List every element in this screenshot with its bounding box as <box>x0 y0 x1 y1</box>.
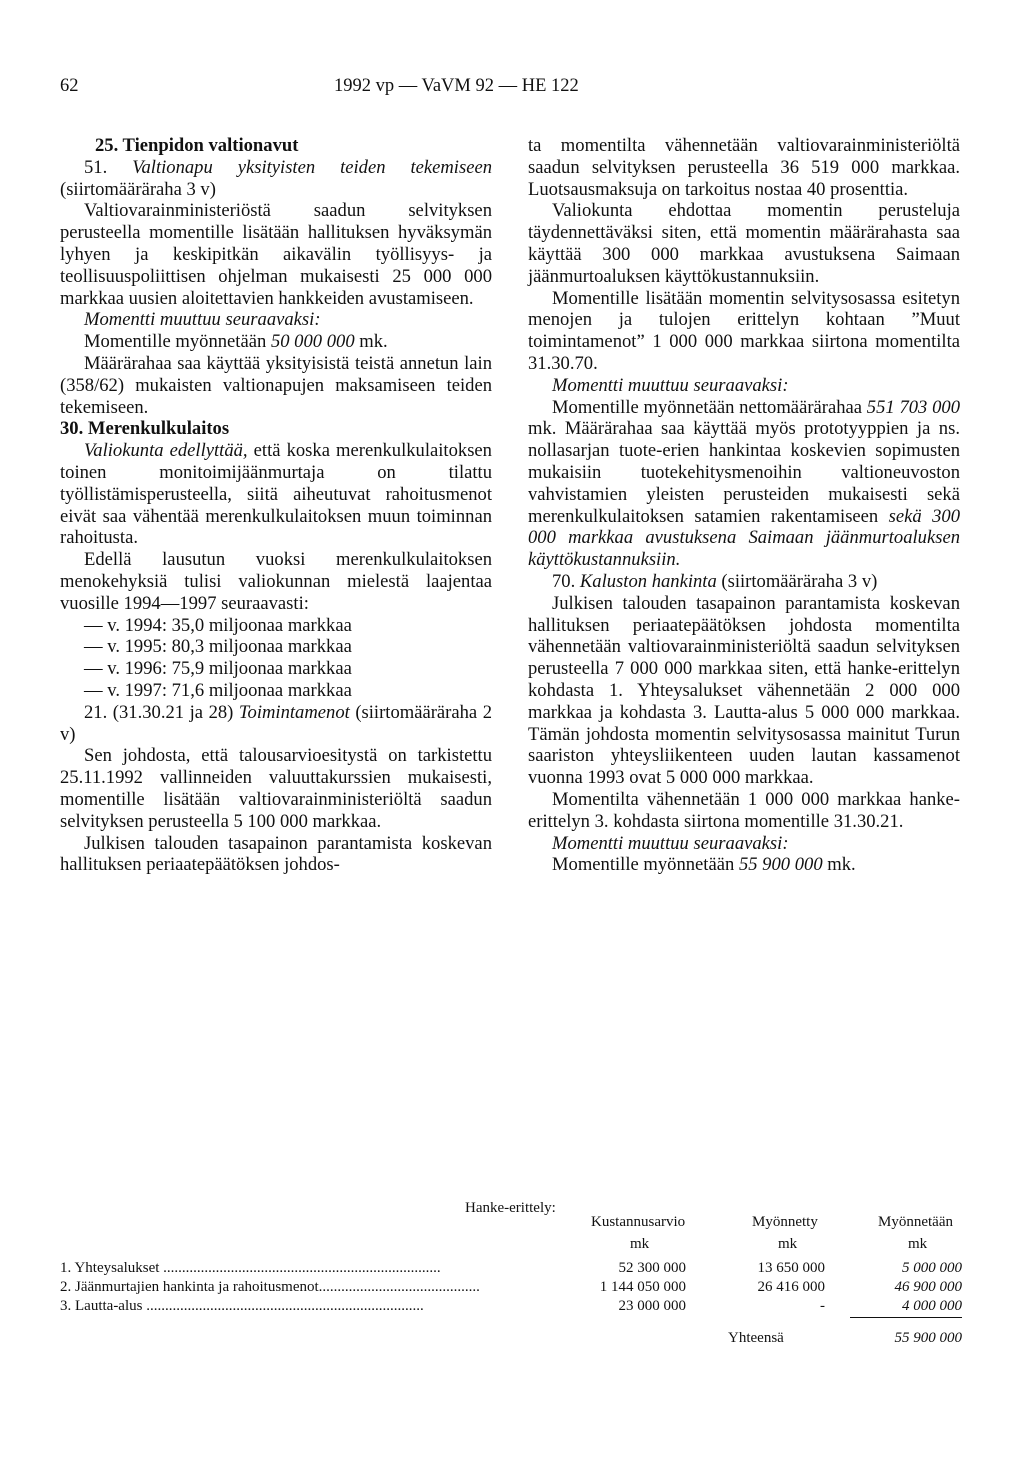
right-column <box>528 135 960 876</box>
table-row-label: 2. Jäänmurtajien hankinta ja rahoitusmenot........................................... <box>60 1279 480 1295</box>
myonnetaan-51-amount: 50 000 000 <box>270 331 355 353</box>
valiokunta-text: että koska merenkulkulaitoksen toinen monitoimijäänmurtaja on tilattu työllistämisperusteella, siitä aiheutuvat rahoitusmenot eivät saa vähentää merenkulkulaitoksen muun toiminnan rahoitusta. <box>60 440 492 549</box>
total-value: 55 900 000 <box>894 1330 962 1346</box>
table-cell-kustannusarvio: 52 300 000 <box>618 1260 686 1276</box>
item-51-body: Valtiovarainministeriöstä saadun selvityksen perusteella momentille lisätään hallituksen hyväksymän lyhyen ja keskipitkän aikavälin työllisyys- ja teollisuuspoliittisen ohjelman mukaisesti 25 000 000 markkaa uusien aloitettavien hankkeiden avustamiseen. <box>60 200 492 309</box>
running-head: 1992 vp — VaVM 92 — HE 122 <box>334 76 579 96</box>
maararahaa-51: Määrärahaa saa käyttää yksityisistä teistä annetun lain (358/62) mukaisten valtionapujen maksamiseen teiden tekemiseen. <box>60 352 492 418</box>
myonnetaan-51-text: Momentille myönnetään <box>84 331 271 353</box>
year-1995: — v. 1995: 80,3 miljoonaa markkaa <box>84 636 352 658</box>
section-25-title: 25. Tienpidon valtionavut <box>95 135 299 156</box>
table-cell-kustannusarvio: 23 000 000 <box>618 1298 686 1314</box>
column-header-myonnetaan: Myönnetään <box>878 1214 953 1230</box>
ehdottaa-paragraph: Valiokunta ehdottaa momentin perusteluja täydennettäväksi siten, että momentin määrärahasta saa käyttää 300 000 markkaa avustuksena Saimaan jäänmurtoaluksen käyttökustannuksiin. <box>528 200 960 287</box>
netto-italic-end: sekä 300 000 markkaa avustuksena Saimaan jäänmurtoaluksen käyttökustannuksiin. <box>528 505 960 571</box>
column-unit: mk <box>630 1236 650 1252</box>
item-21-number: 21. (31.30.21 ja 28) <box>84 701 239 723</box>
vahennetaan-paragraph: Momentilta vähennetään 1 000 000 markkaa hanke-erittelyn 3. kohdasta siirtona momentille 31.30.21. <box>528 788 960 832</box>
myonnetaan-51-unit: mk. <box>354 331 388 353</box>
table-cell-myonnetaan: 5 000 000 <box>902 1260 962 1276</box>
continuation-paragraph: ta momentilta vähennetään valtiovarainministeriöltä saadun selvityksen perusteella 36 519 000 markkaa. Luotsausmaksuja on tarkoitus nostaa 40 prosenttia. <box>528 135 960 200</box>
item-51-title: Valtionapu yksityisten teiden tekemiseen <box>132 156 493 178</box>
valiokunta-italic: Valiokunta edellyttää, <box>84 440 248 462</box>
julkisen-paragraph-start: Julkisen talouden tasapainon parantamista koskevan hallituksen periaatepäätöksen johdos- <box>60 832 492 876</box>
edella-paragraph: Edellä lausutun vuoksi merenkulkulaitoksen menokehyksiä tulisi valiokunnan mielestä laajentaa vuosille 1994—1997 seuraavasti: <box>60 549 492 614</box>
item-21-title: Toimintamenot <box>238 701 350 723</box>
table-row-label: 3. Lautta-alus .......................................................................... <box>60 1298 424 1314</box>
table-cell-myonnetty: - <box>820 1298 825 1314</box>
myonnetaan-51 <box>60 331 492 353</box>
momentti-muuttuu-21: Momentti muuttuu seuraavaksi: <box>552 374 789 396</box>
item-51 <box>60 157 492 201</box>
table-cell-myonnetty: 26 416 000 <box>757 1279 825 1295</box>
column-header-kustannusarvio: Kustannusarvio <box>591 1214 686 1230</box>
hanke-erittely-table <box>60 1200 970 1360</box>
item-51-number: 51. <box>84 156 133 178</box>
left-column <box>60 135 492 876</box>
table-cell-myonnetaan: 4 000 000 <box>902 1298 962 1314</box>
column-header-myonnetty: Myönnetty <box>752 1214 818 1230</box>
myonnetaan-70 <box>528 854 960 876</box>
item-51-type: (siirtomääräraha 3 v) <box>60 178 216 200</box>
netto-text: Momentille myönnetään nettomäärärahaa <box>552 396 867 418</box>
myonnetaan-70-unit: mk. <box>822 854 856 876</box>
sen-johdosta-paragraph: Sen johdosta, että talousarvioesitystä on tarkistettu 25.11.1992 vallinneiden valuuttakurssien mukaisesti, momentille lisätään valtiovarainministeriöltä saadun selvityksen perusteella 5 100 000 markkaa. <box>60 745 492 832</box>
item-21-type: (siirtomääräraha 2 v) <box>60 701 493 745</box>
table-title: Hanke-erittely: <box>465 1200 556 1216</box>
nettomaararaha-paragraph <box>528 397 960 571</box>
table-cell-myonnetaan: 46 900 000 <box>894 1279 962 1295</box>
momentti-muuttuu-51: Momentti muuttuu seuraavaksi: <box>84 309 321 331</box>
netto-amount: 551 703 000 <box>866 396 960 418</box>
lisataan-paragraph: Momentille lisätään momentin selvitysosassa esitetyn menojen ja tulojen erittelyn kohtaan ”Muut toimintamenot” 1 000 000 markkaa siirtona momentilta 31.30.70. <box>528 287 960 374</box>
table-row-label: 1. Yhteysalukset .......................................................................... <box>60 1260 441 1276</box>
table-cell-kustannusarvio: 1 144 050 000 <box>599 1279 686 1295</box>
myonnetaan-70-amount: 55 900 000 <box>738 854 823 876</box>
item-70-type: (siirtomääräraha 3 v) <box>716 570 878 592</box>
item-70-title: Kaluston hankinta <box>579 570 717 592</box>
year-1994: — v. 1994: 35,0 miljoonaa markkaa <box>84 614 352 636</box>
valiokunta-paragraph <box>60 440 492 549</box>
table-cell-myonnetty: 13 650 000 <box>757 1260 825 1276</box>
sum-rule <box>850 1317 962 1318</box>
myonnetaan-70-text: Momentille myönnetään <box>552 854 739 876</box>
netto-rest: mk. Määrärahaa saa käyttää myös prototyyppien ja ns. nollasarjan tuote-erien hankintaa koskevien sopimusten mukaisiin tuotekehitysmenoihin valtioneuvoston vahvistamien yleisten perusteiden mukaisesti sekä merenkulkulaitoksen satamien rakentamiseen <box>528 418 960 527</box>
column-unit: mk <box>908 1236 928 1252</box>
column-unit: mk <box>778 1236 798 1252</box>
year-1997: — v. 1997: 71,6 miljoonaa markkaa <box>84 679 352 701</box>
page-number: 62 <box>60 76 79 96</box>
item-21 <box>60 702 492 746</box>
julkisen-70-paragraph: Julkisen talouden tasapainon parantamista koskevan hallituksen periaatepäätöksen johdosta momentilta vähennetään valtiovarainministeriöltä saadun selvityksen perusteella 7 000 000 markkaa siten, että hanke-erittelyn kohdasta 1. Yhteysalukset vähennetään 2 000 000 markkaa ja kohdasta 3. Lautta-alus 5 000 000 markkaa. Tämän johdosta momentin selvitysosassa mainitut Turun saariston yhteysliikenteen uuden lautan kassamenot vuonna 1993 ovat 5 000 000 markkaa. <box>528 592 960 789</box>
total-label: Yhteensä <box>728 1330 784 1346</box>
year-1996: — v. 1996: 75,9 miljoonaa markkaa <box>84 658 352 680</box>
item-70-number: 70. <box>552 570 580 592</box>
momentti-muuttuu-70: Momentti muuttuu seuraavaksi: <box>552 832 789 854</box>
section-30-title: 30. Merenkulkulaitos <box>60 418 230 440</box>
item-70 <box>528 571 960 593</box>
